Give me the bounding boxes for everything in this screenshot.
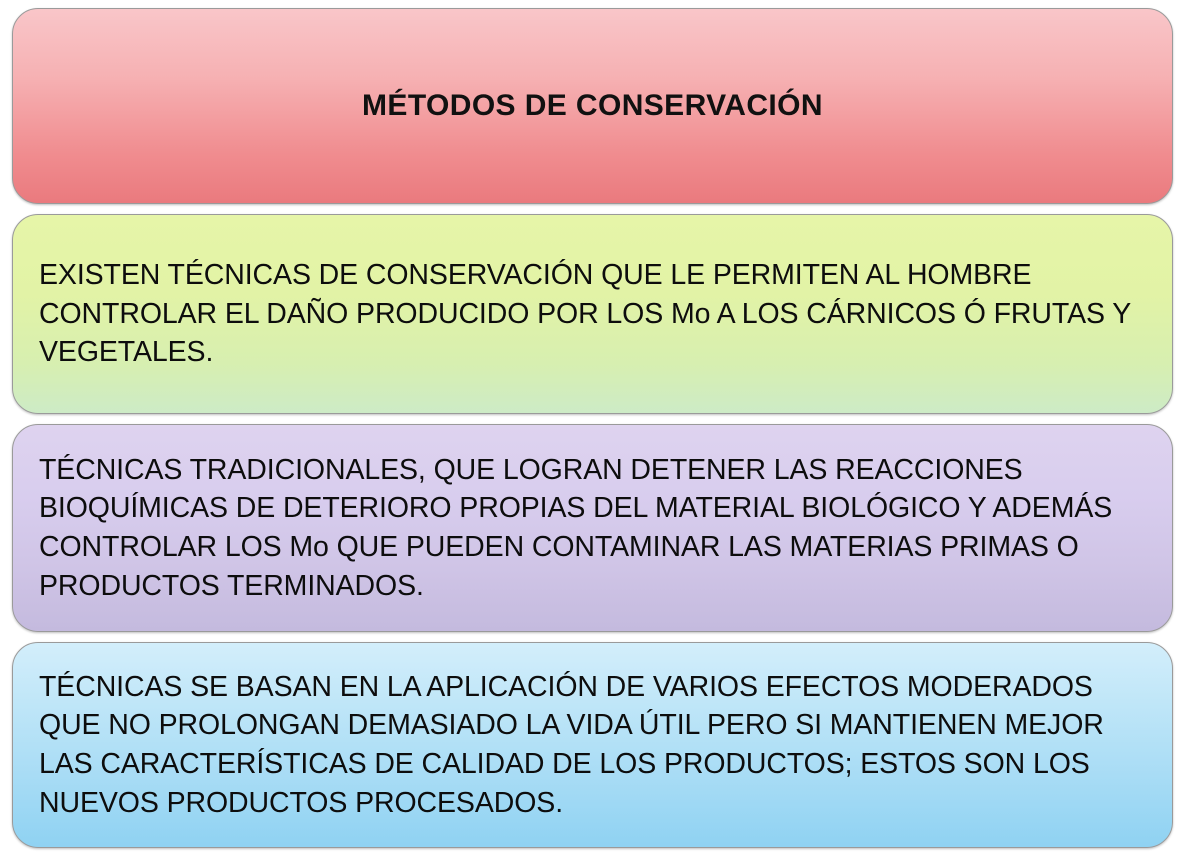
content-card-tecnicas-tradicionales: [12, 424, 1173, 632]
content-card-text: TÉCNICAS SE BASAN EN LA APLICACIÓN DE VARIOS EFECTOS MODERADOS QUE NO PROLONGAN DEMASIADO LA VIDA ÚTIL PERO SI MANTIENEN MEJOR LAS CARACTERÍSTICAS DE CALIDAD DE LOS PRODUCTOS; ESTOS SON LOS NUEVOS PRODUCTOS PROCESADOS.: [39, 670, 1104, 819]
title-card: [12, 8, 1173, 204]
content-card-text: TÉCNICAS TRADICIONALES, QUE LOGRAN DETENER LAS REACCIONES BIOQUÍMICAS DE DETERIORO PROPIAS DEL MATERIAL BIOLÓGICO Y ADEMÁS CONTROLAR LOS Mo QUE PUEDEN CONTAMINAR LAS MATERIAS PRIMAS O PRODUCTOS TERMINADOS.: [39, 453, 1113, 602]
content-card-text: EXISTEN TÉCNICAS DE CONSERVACIÓN QUE LE PERMITEN AL HOMBRE CONTROLAR EL DAÑO PRODUCIDO POR LOS Mo A LOS CÁRNICOS Ó FRUTAS Y VEGETALES.: [39, 258, 1131, 369]
content-card-existen-tecnicas: [12, 214, 1173, 414]
page-title: MÉTODOS DE CONSERVACIÓN: [362, 89, 823, 122]
content-card-tecnicas-efectos-moderados: [12, 642, 1173, 848]
